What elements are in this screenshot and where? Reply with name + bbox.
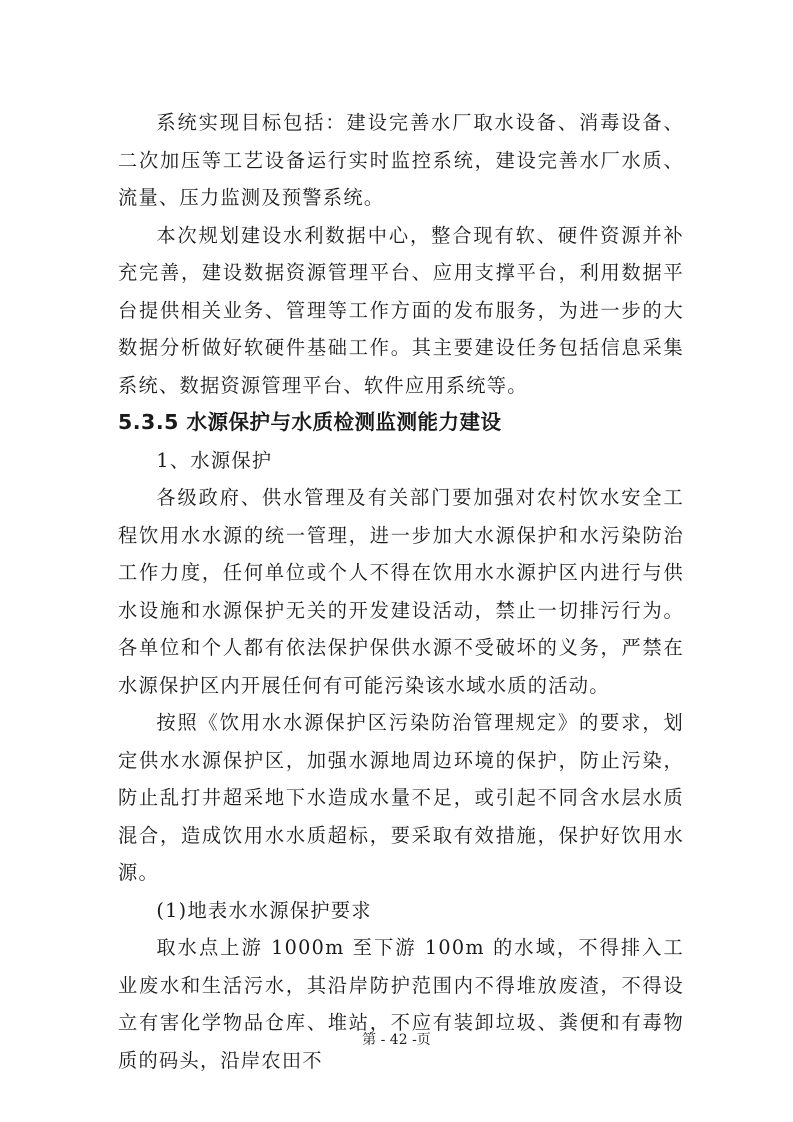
paragraph-intake-requirements: 取水点上游 1000m 至下游 100m 的水域，不得排入工业废水和生活污水，其沿岸防护范围内不得堆放废渣，不得设立有害化学物品仓库、堆站，不应有装卸垃圾、粪便和有毒物质的码头，沿岸农田不 [118, 936, 684, 1072]
paragraph-government-management: 各级政府、供水管理及有关部门要加强对农村饮水安全工程饮用水水源的统一管理，进一步加大水源保护和水污染防治工作力度，任何单位或个人不得在饮用水水源护区内进行与供水设施和水源保护无关的开发建设活动，禁止一切排污行为。各单位和个人都有依法保护保供水源不受破坏的义务，严禁在水源保护区内开展任何有可能污染该水域水质的活动。 [118, 486, 684, 697]
subheading-water-source-protection: 1、水源保护 [156, 448, 273, 472]
paragraph-monitoring-goals: 系统实现目标包括：建设完善水厂取水设备、消毒设备、二次加压等工艺设备运行实时监控系统，建设完善水厂水质、流量、压力监测及预警系统。 [118, 111, 684, 209]
page-number: 第 - 42 -页 [362, 1032, 431, 1048]
paragraph-data-center: 本次规划建设水利数据中心，整合现有软、硬件资源并补充完善，建设数据资源管理平台、应用支撑平台，利用数据平台提供相关业务、管理等工作方面的发布服务，为进一步的大数据分析做好软硬件基础工作。其主要建设任务包括信息采集系统、数据资源管理平台、软件应用系统等。 [118, 223, 684, 397]
subheading-surface-water: (1)地表水水源保护要求 [156, 898, 372, 922]
page-content [118, 104, 684, 1079]
paragraph-protection-zone: 按照《饮用水水源保护区污染防治管理规定》的要求，划定供水水源保护区，加强水源地周边环境的保护，防止污染，防止乱打井超采地下水造成水量不足，或引起不同含水层水质混合，造成饮用水水质超标，要采取有效措施，保护好饮用水源。 [118, 711, 684, 884]
section-heading: 5.3.5 水源保护与水质检测监测能力建设 [118, 410, 502, 434]
